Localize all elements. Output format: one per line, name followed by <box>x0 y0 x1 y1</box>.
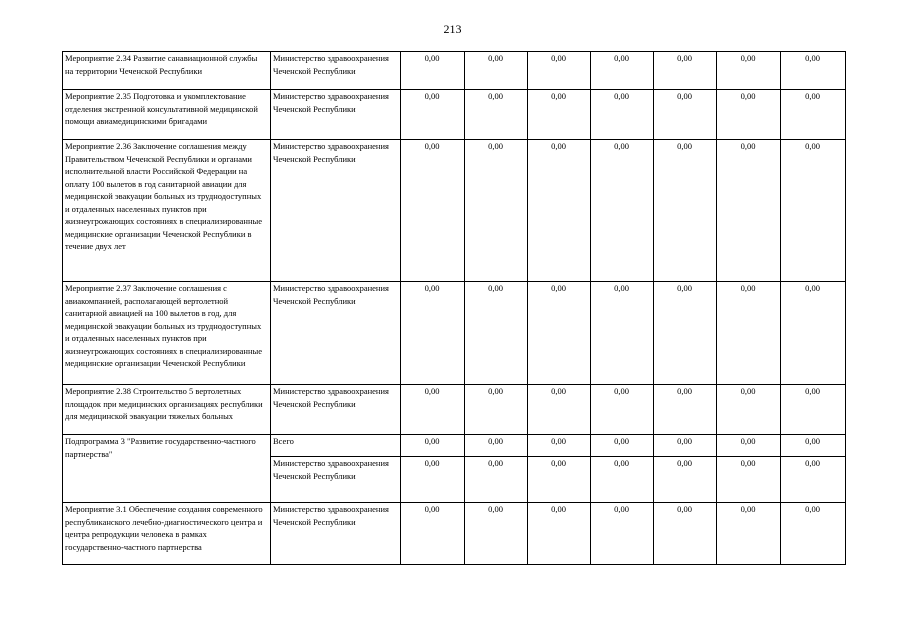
amount-cell: 0,00 <box>717 385 781 435</box>
table-row <box>63 385 846 435</box>
source-cell: Министерство здравоохранения Чеченской Республики <box>271 52 401 90</box>
amount-cell: 0,00 <box>401 385 465 435</box>
amount-cell: 0,00 <box>591 52 654 90</box>
amount-cell: 0,00 <box>781 503 846 565</box>
amount-cell: 0,00 <box>528 503 591 565</box>
amount-cell: 0,00 <box>654 385 717 435</box>
source-cell: Министерство здравоохранения Чеченской Республики <box>271 503 401 565</box>
amount-cell: 0,00 <box>781 282 846 385</box>
amount-cell: 0,00 <box>781 385 846 435</box>
source-cell: Министерство здравоохранения Чеченской Республики <box>271 282 401 385</box>
amount-cell: 0,00 <box>717 503 781 565</box>
amount-cell: 0,00 <box>465 435 528 457</box>
amount-cell: 0,00 <box>528 385 591 435</box>
table-row <box>63 90 846 140</box>
activity-cell: Подпрограмма 3 "Развитие государственно-частного партнерства" <box>63 435 271 503</box>
amount-cell: 0,00 <box>781 457 846 503</box>
amount-cell: 0,00 <box>591 90 654 140</box>
amount-cell: 0,00 <box>401 52 465 90</box>
source-cell: Министерство здравоохранения Чеченской Республики <box>271 457 401 503</box>
table-row <box>63 435 846 457</box>
amount-cell: 0,00 <box>528 435 591 457</box>
amount-cell: 0,00 <box>591 503 654 565</box>
amount-cell: 0,00 <box>465 90 528 140</box>
amount-cell: 0,00 <box>717 457 781 503</box>
amount-cell: 0,00 <box>528 140 591 282</box>
activity-cell: Мероприятие 2.37 Заключение соглашения с авиакомпанией, располагающей вертолетной санитарной авиацией на 100 вылетов в год, для медицинской эвакуации больных из труднодоступных и отдаленных населенных пунктов при жизнеугрожающих состояниях в специализированные медицинские организации Чеченской Республики <box>63 282 271 385</box>
activity-cell: Мероприятие 2.34 Развитие санавиационной службы на территории Чеченской Республики <box>63 52 271 90</box>
amount-cell: 0,00 <box>401 282 465 385</box>
amount-cell: 0,00 <box>717 435 781 457</box>
source-cell: Министерство здравоохранения Чеченской Республики <box>271 90 401 140</box>
amount-cell: 0,00 <box>654 282 717 385</box>
amount-cell: 0,00 <box>591 457 654 503</box>
source-cell: Министерство здравоохранения Чеченской Республики <box>271 385 401 435</box>
amount-cell: 0,00 <box>654 503 717 565</box>
amount-cell: 0,00 <box>528 282 591 385</box>
amount-cell: 0,00 <box>717 282 781 385</box>
amount-cell: 0,00 <box>591 140 654 282</box>
amount-cell: 0,00 <box>717 140 781 282</box>
amount-cell: 0,00 <box>465 282 528 385</box>
amount-cell: 0,00 <box>654 90 717 140</box>
amount-cell: 0,00 <box>401 140 465 282</box>
amount-cell: 0,00 <box>717 90 781 140</box>
amount-cell: 0,00 <box>781 90 846 140</box>
amount-cell: 0,00 <box>654 140 717 282</box>
amount-cell: 0,00 <box>465 52 528 90</box>
amount-cell: 0,00 <box>465 140 528 282</box>
source-cell: Министерство здравоохранения Чеченской Республики <box>271 140 401 282</box>
activity-cell: Мероприятие 2.36 Заключение соглашения между Правительством Чеченской Республики и органами исполнительной власти Российской Федерации на оплату 100 вылетов в год санитарной авиации для медицинской эвакуации больных из труднодоступных и отдаленных населенных пунктов при жизнеугрожающих состояниях в специализированные медицинские организации Чеченской Республики в течение двух лет <box>63 140 271 282</box>
amount-cell: 0,00 <box>465 457 528 503</box>
amount-cell: 0,00 <box>591 282 654 385</box>
amount-cell: 0,00 <box>401 457 465 503</box>
table-row <box>63 140 846 282</box>
amount-cell: 0,00 <box>401 435 465 457</box>
amount-cell: 0,00 <box>654 435 717 457</box>
amount-cell: 0,00 <box>781 435 846 457</box>
amount-cell: 0,00 <box>781 52 846 90</box>
amount-cell: 0,00 <box>528 457 591 503</box>
activity-cell: Мероприятие 2.38 Строительство 5 вертолетных площадок при медицинских организациях республики для медицинской эвакуации тяжелых больных <box>63 385 271 435</box>
table-row <box>63 503 846 565</box>
amount-cell: 0,00 <box>465 385 528 435</box>
amount-cell: 0,00 <box>528 90 591 140</box>
page-number: 213 <box>443 22 462 36</box>
amount-cell: 0,00 <box>465 503 528 565</box>
table-row <box>63 282 846 385</box>
amount-cell: 0,00 <box>654 457 717 503</box>
budget-table <box>62 51 846 565</box>
activity-cell: Мероприятие 3.1 Обеспечение создания современного республиканского лечебно-диагностического центра и центра репродукции человека в рамках государственно-частного партнерства <box>63 503 271 565</box>
amount-cell: 0,00 <box>401 90 465 140</box>
amount-cell: 0,00 <box>591 435 654 457</box>
amount-cell: 0,00 <box>717 52 781 90</box>
amount-cell: 0,00 <box>591 385 654 435</box>
amount-cell: 0,00 <box>654 52 717 90</box>
amount-cell: 0,00 <box>781 140 846 282</box>
source-cell: Всего <box>271 435 401 457</box>
amount-cell: 0,00 <box>401 503 465 565</box>
table-body <box>63 52 846 565</box>
table-row <box>63 52 846 90</box>
activity-cell: Мероприятие 2.35 Подготовка и укомплектование отделения экстренной консультативной медицинской помощи авиамедицинскими бригадами <box>63 90 271 140</box>
amount-cell: 0,00 <box>528 52 591 90</box>
